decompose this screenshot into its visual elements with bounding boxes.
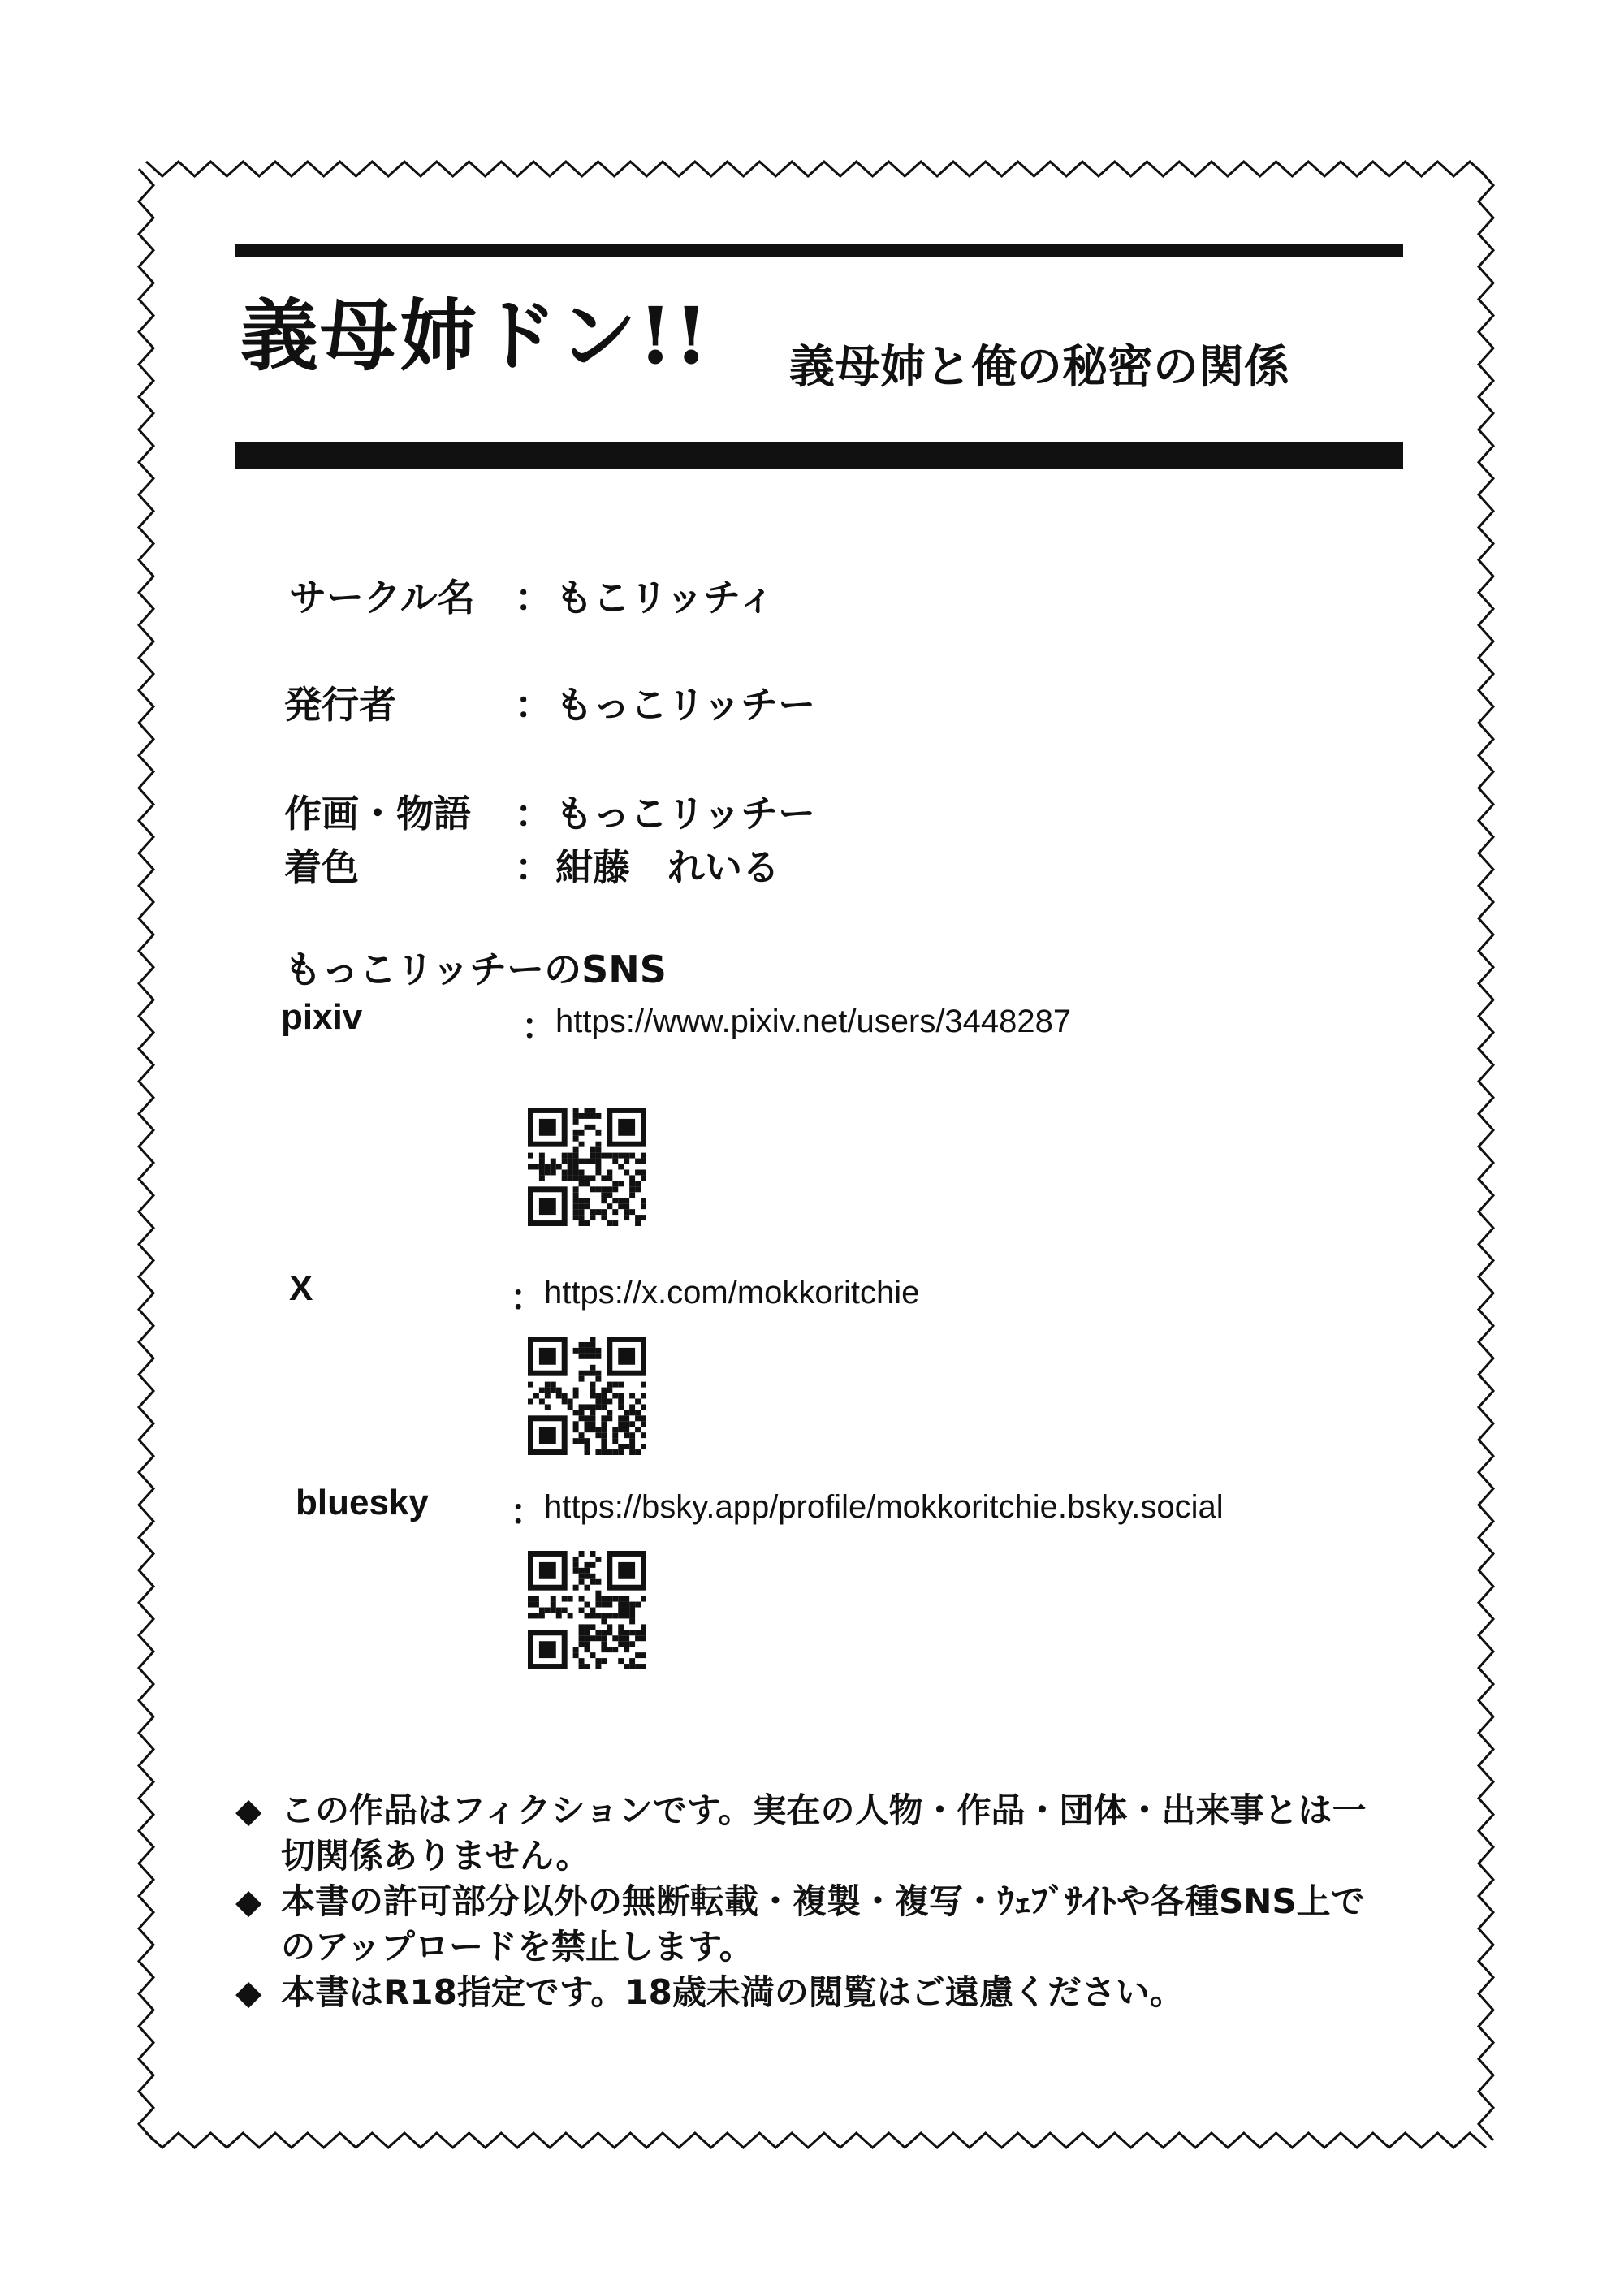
sns-colon: ： xyxy=(510,1277,546,1319)
page-subtitle: 義母姉と俺の秘密の関係 xyxy=(789,340,1289,394)
note-text: この作品はフィクションです。実在の人物・作品・団体・出来事とは一切関係ありません。 xyxy=(281,1790,1367,1876)
credit-colon: ： xyxy=(515,792,552,836)
credit-label: 着色 xyxy=(284,845,359,889)
zigzag-edge xyxy=(1479,169,1493,2140)
zigzag-edge xyxy=(139,169,153,2140)
sns-url-link[interactable]: https://x.com/mokkoritchie xyxy=(544,1275,920,1311)
zigzag-edge xyxy=(146,2133,1486,2148)
page-title: 義母姉ドン!! xyxy=(240,290,710,382)
credit-label: 作画・物語 xyxy=(284,792,471,836)
note-item xyxy=(235,1788,1389,1879)
sns-name: pixiv xyxy=(281,997,363,1037)
sns-url-link[interactable]: https://bsky.app/profile/mokkoritchie.bsky.social xyxy=(544,1489,1224,1525)
zigzag-edge xyxy=(146,162,1486,176)
sns-name: bluesky xyxy=(296,1483,429,1522)
note-item xyxy=(235,1970,1389,2015)
qr-code-icon[interactable] xyxy=(528,1108,646,1226)
note-text: 本書の許可部分以外の無断転載・複製・複写・ｳｪﾌﾞｻｲﾄや各種SNS上でのアップロードを禁止します。 xyxy=(281,1881,1365,1967)
sns-url-link[interactable]: https://www.pixiv.net/users/3448287 xyxy=(555,1004,1072,1039)
credit-colon: ： xyxy=(515,576,552,620)
credit-colon: ： xyxy=(515,683,552,727)
title-rule-bottom xyxy=(235,442,1403,469)
note-item xyxy=(235,1879,1389,1970)
qr-code-icon[interactable] xyxy=(528,1337,646,1455)
note-text: 本書はR18指定です。18歳未満の閲覧はご遠慮ください。 xyxy=(281,1972,1184,2012)
credit-label: サークル名 xyxy=(289,576,475,620)
sns-colon: ： xyxy=(521,1006,557,1047)
credit-colon: ： xyxy=(515,845,552,889)
credit-value: 紺藤 れいる xyxy=(555,845,780,889)
sns-colon: ： xyxy=(510,1492,546,1533)
credit-value: もっこリッチー xyxy=(555,683,816,727)
diamond-bullet-icon: ◆ xyxy=(235,1881,262,1921)
disclaimer-notes xyxy=(235,1788,1389,2015)
qr-code-icon[interactable] xyxy=(528,1551,646,1669)
diamond-bullet-icon: ◆ xyxy=(235,1790,262,1830)
credit-value: もこリッチィ xyxy=(555,576,775,620)
credit-label: 発行者 xyxy=(284,683,396,727)
sns-name: X xyxy=(289,1268,313,1308)
diamond-bullet-icon: ◆ xyxy=(235,1972,262,2012)
sns-heading: もっこリッチーのSNS xyxy=(284,948,667,991)
title-rule-top xyxy=(235,244,1403,257)
credit-value: もっこリッチー xyxy=(555,792,816,836)
